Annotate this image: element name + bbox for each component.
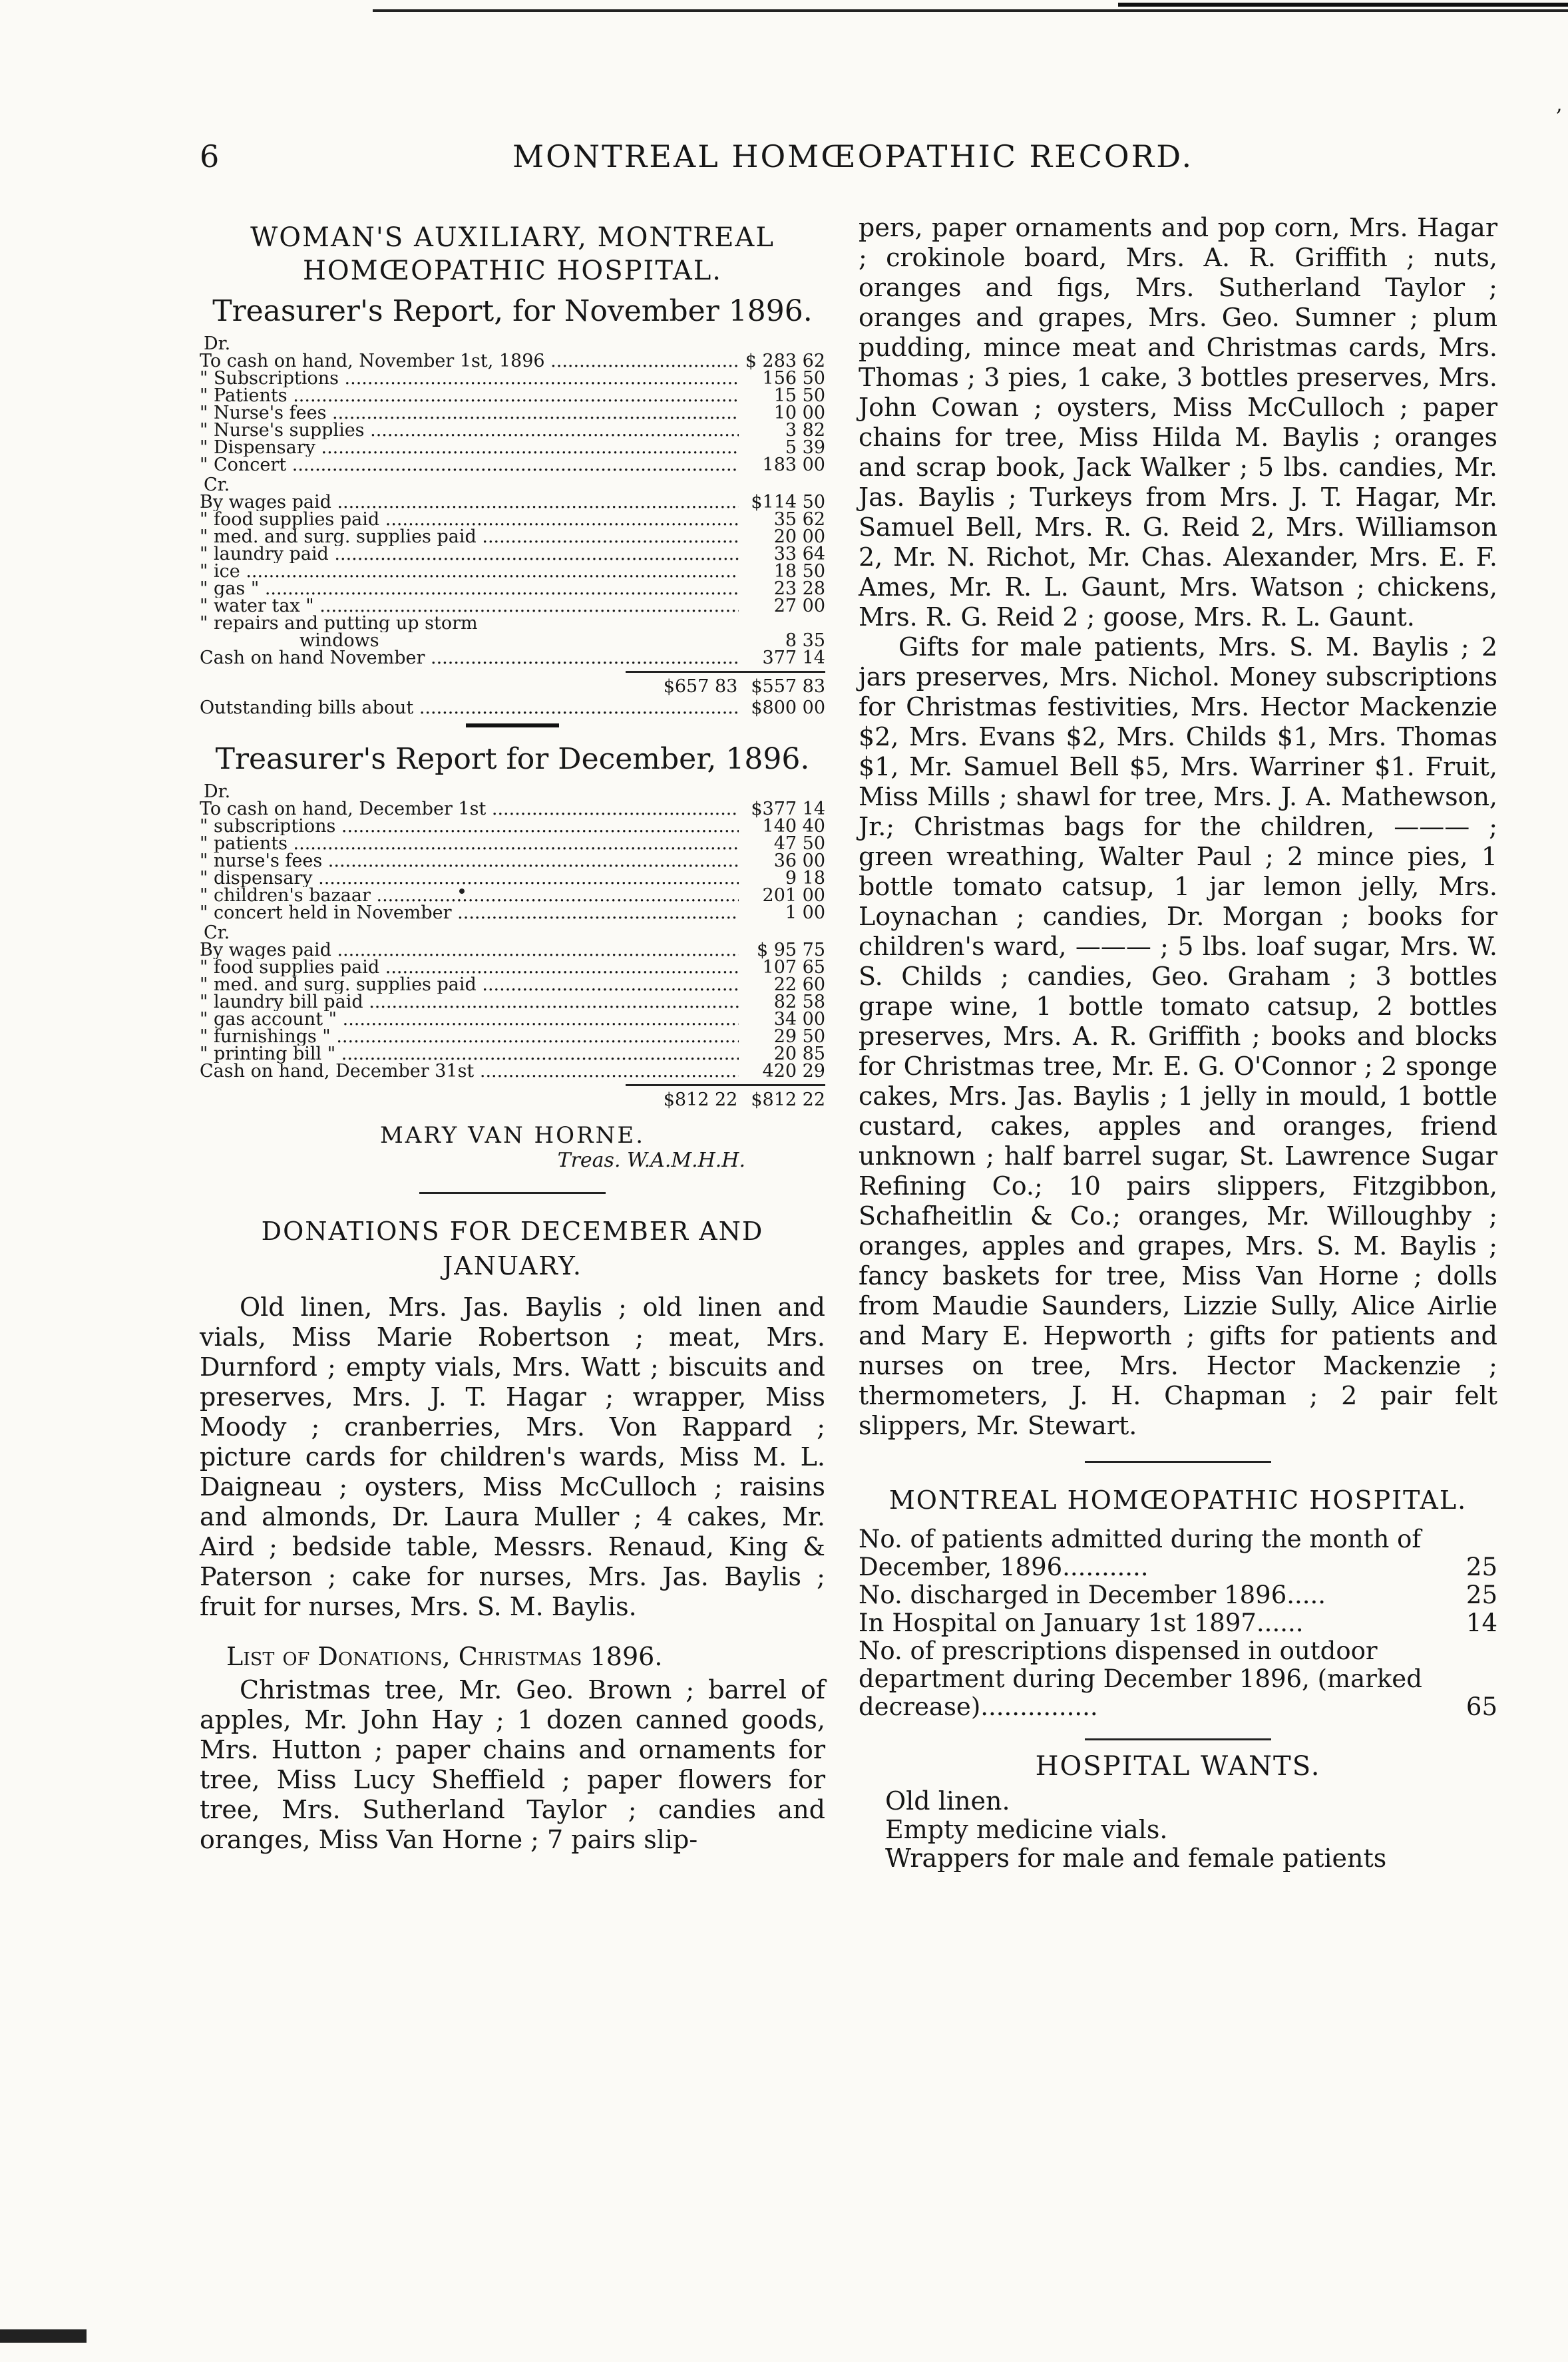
ledger-row-label: " laundry paid .....: [200, 546, 739, 563]
ledger-row-amount: 34 00: [773, 1009, 825, 1030]
ledger-row-amount: $377 14: [751, 799, 825, 819]
ledger-row: [200, 801, 825, 818]
donations-paragraph: Old linen, Mrs. Jas. Baylis ; old linen and vials, Miss Marie Robertson ; meat, Mrs. Durnford ; empty vials, Mrs. Watt ; biscuits and preserves, Mrs. J. T. Hagar ; wrapper, Miss Moody ; cranberries, Mrs. Von Rappard ; picture cards for children's wards, Miss M. L. Daigneau ; oysters, Miss McCulloch ; raisins and almonds, Dr. Laura Muller ; 4 cakes, Mr. Aird ; bedside table, Messrs. Renaud, King & Paterson ; cake for nurses, Mrs. Jas. Baylis ; fruit for nurses, Mrs. S. M. Baylis.: [200, 1292, 825, 1621]
ledger-row-amount: 3 82: [785, 420, 825, 441]
ledger-row-amount: $114 50: [751, 492, 825, 512]
stat-value: 65: [1466, 1692, 1497, 1721]
outstanding-amount: $800 00: [751, 697, 825, 718]
december-totals: [200, 1091, 825, 1109]
ledger-row: [200, 1046, 825, 1063]
stat-row: [859, 1637, 1497, 1721]
outstanding-label: Outstanding bills about .....: [200, 699, 739, 717]
ledger-row-label: " food supplies paid .....: [200, 511, 739, 528]
wants-heading: HOSPITAL WANTS.: [1035, 1751, 1321, 1782]
november-dr-label: Dr.: [204, 333, 231, 354]
ledger-row-amount: 15 50: [773, 385, 825, 406]
ledger-row-label: " concert held in November .....: [200, 904, 739, 922]
outstanding-row: [200, 699, 825, 717]
ledger-row-label: " Nurse's supplies .....: [200, 422, 739, 439]
bullet-dot: [459, 888, 465, 894]
wants-list: [885, 1787, 1497, 1873]
ledger-row: [200, 439, 825, 457]
december-total-right: $812 22: [751, 1089, 825, 1110]
ledger-row: [200, 835, 825, 853]
ledger-row-label: " Subscriptions .....: [200, 370, 739, 387]
ledger-row-label: " Nurse's fees .....: [200, 405, 739, 422]
ledger-row-amount: 420 29: [762, 1061, 825, 1082]
stat-text: No. discharged in December 1896.....: [859, 1581, 1326, 1609]
ledger-row-amount: 18 50: [773, 561, 825, 582]
ledger-row-amount: 9 18: [785, 868, 825, 888]
november-totals: [200, 678, 825, 695]
ledger-row: [200, 976, 825, 994]
section-divider: [419, 1192, 606, 1194]
christmas-donations-left: Christmas tree, Mr. Geo. Brown ; barrel of apples, Mr. John Hay ; 1 dozen canned goods, Mrs. Hutton ; paper chains and ornaments for tree, Miss Lucy Sheffield ; paper flowers for tree, Mrs. Sutherland Taylor ; candies and oranges, Miss Van Horne ; 7 pairs slip-: [200, 1675, 825, 1854]
wants-item: Old linen.: [885, 1786, 1010, 1816]
ledger-row: [200, 904, 825, 922]
ledger-row-amount: 8 35: [785, 630, 825, 651]
stat-text: In Hospital on January 1st 1897......: [859, 1609, 1304, 1637]
treasurer-title: Treas. W.A.M.H.H.: [557, 1149, 745, 1172]
ledger-row: [200, 494, 825, 511]
christmas-donations-right: pers, paper ornaments and pop corn, Mrs. Hagar ; crokinole board, Mrs. A. R. Griffith ; nuts, oranges and figs, Mrs. Sutherland Taylor ; oranges and grapes, Mrs. Geo. Sumner ; plum pudding, mince meat and Christmas cards, Mrs. Thomas ; 3 pies, 1 cake, 3 bottles preserves, Mrs. John Cowan ; oysters, Miss McCulloch ; paper chains for tree, Miss Hilda M. Baylis ; oranges and scrap book, Jack Walker ; 5 lbs. candies, Mr. Jas. Baylis ; Turkeys from Mrs. J. T. Hagar, Mr. Samuel Bell, Mrs. R. G. Reid 2, Mrs. Williamson 2, Mr. N. Richot, Mr. Chas. Alexander, Mrs. E. F. Ames, Mr. R. L. Gaunt, Mrs. Watson ; chickens, Mrs. R. G. Reid 2 ; goose, Mrs. R. L. Gaunt.: [859, 213, 1497, 632]
ledger-row-amount: 156 50: [762, 368, 825, 389]
ledger-row-amount: 10 00: [773, 403, 825, 423]
ledger-row-amount: 22 60: [773, 974, 825, 995]
binding-edge-mark: [0, 2329, 87, 2343]
top-edge-rule: [373, 9, 1568, 12]
ledger-row-label: To cash on hand, November 1st, 1896 .....: [200, 353, 739, 370]
donations-heading: DONATIONS FOR DECEMBER AND JANUARY.: [261, 1217, 764, 1280]
ledger-row-label: " subscriptions .....: [200, 818, 739, 835]
ledger-row: [200, 563, 825, 580]
stat-value: 14: [1466, 1609, 1497, 1637]
ledger-row: [200, 994, 825, 1011]
ledger-row-amount: 140 40: [762, 816, 825, 837]
ledger-row: [200, 405, 825, 422]
ledger-row-amount: $ 95 75: [756, 940, 825, 960]
section-divider: [1085, 1461, 1271, 1463]
ledger-row: [200, 870, 825, 887]
ledger-row-label: " Dispensary .....: [200, 439, 739, 457]
ledger-row-label: To cash on hand, December 1st .....: [200, 801, 739, 818]
ledger-row: [200, 457, 825, 474]
ledger-row: [200, 370, 825, 387]
ledger-row: [200, 353, 825, 370]
wants-item: Wrappers for male and female patients: [885, 1844, 1387, 1873]
ledger-row-label: Cash on hand, December 31st .....: [200, 1063, 739, 1080]
left-column: [200, 213, 825, 1855]
ledger-row-label: " printing bill " .....: [200, 1046, 739, 1063]
december-ledger: [200, 783, 825, 1109]
ledger-row: [200, 528, 825, 546]
stat-row: [859, 1525, 1497, 1581]
ledger-row-label: " Concert .....: [200, 457, 739, 474]
ledger-row: [200, 942, 825, 959]
wants-item: Empty medicine vials.: [885, 1815, 1168, 1844]
december-dr-rows: [200, 801, 825, 922]
treasurer-name: MARY VAN HORNE.: [379, 1122, 646, 1149]
stat-row: [859, 1609, 1497, 1637]
november-dr-rows: [200, 353, 825, 474]
november-total-right: $557 83: [751, 676, 825, 697]
ledger-row-label: " ice .....: [200, 563, 739, 580]
november-sum-rule: [626, 671, 825, 673]
december-sum-rule: [626, 1084, 825, 1086]
ledger-row-amount: 29 50: [773, 1026, 825, 1047]
ledger-row-label: " Patients .....: [200, 387, 739, 405]
ledger-row-label: " patients .....: [200, 835, 739, 853]
ledger-row: [200, 959, 825, 976]
ledger-row: [200, 598, 825, 615]
ledger-row-amount: 20 00: [773, 526, 825, 547]
ledger-row-amount: $ 283 62: [745, 351, 825, 371]
ledger-row-amount: 1 00: [785, 902, 825, 923]
ledger-row: [200, 887, 825, 904]
november-report-title: Treasurer's Report, for November 1896.: [212, 294, 813, 328]
ledger-row-label: " water tax " .....: [200, 598, 739, 615]
ledger-row-label: By wages paid .....: [200, 494, 739, 511]
november-cr-label: Cr.: [204, 475, 230, 495]
ledger-row: [200, 1011, 825, 1028]
ledger-row: [200, 650, 825, 667]
section-divider: [1085, 1738, 1271, 1740]
november-cr-rows: [200, 494, 825, 667]
ledger-row-label: " gas " .....: [200, 580, 739, 598]
ledger-row: [200, 1028, 825, 1046]
december-total-left: $812 22: [663, 1089, 738, 1110]
december-cr-rows: [200, 942, 825, 1080]
ledger-row-amount: 36 00: [773, 851, 825, 871]
ledger-row-amount: 47 50: [773, 833, 825, 854]
ledger-row-label: " nurse's fees .....: [200, 853, 739, 870]
december-cr-label: Cr.: [204, 922, 230, 943]
ledger-row-label: " children's bazaar .....: [200, 887, 739, 904]
stat-row: [859, 1581, 1497, 1609]
ledger-row-amount: 201 00: [762, 885, 825, 906]
november-ledger: [200, 335, 825, 717]
ledger-row-amount: 82 58: [773, 992, 825, 1012]
hospital-heading: MONTREAL HOMŒOPATHIC HOSPITAL.: [888, 1485, 1468, 1515]
ledger-row-amount: 33 64: [773, 544, 825, 564]
ledger-row-amount: 27 00: [773, 596, 825, 616]
running-title: MONTREAL HOMŒOPATHIC RECORD.: [512, 138, 1194, 174]
ledger-row-label: " med. and surg. supplies paid .....: [200, 528, 739, 546]
page-number: 6: [200, 138, 220, 174]
ledger-row-amount: 377 14: [762, 648, 825, 668]
ledger-row-amount: 23 28: [773, 578, 825, 599]
stat-text: No. of prescriptions dispensed in outdoor department during December 1896, (marked decrease)...............: [859, 1637, 1422, 1721]
ledger-row-label: " furnishings " .....: [200, 1028, 739, 1046]
christmas-list-heading: List of Donations, Christmas 1896.: [226, 1642, 663, 1671]
ledger-row: [200, 615, 825, 632]
ledger-row: [200, 580, 825, 598]
ledger-row-label: windows: [299, 632, 379, 650]
december-report-title: Treasurer's Report for December, 1896.: [215, 742, 810, 776]
ledger-row-label: By wages paid .....: [200, 942, 739, 959]
ledger-row: [200, 511, 825, 528]
ledger-row-amount: 107 65: [762, 957, 825, 978]
ledger-row: [200, 546, 825, 563]
november-total-left: $657 83: [663, 676, 738, 697]
ledger-row: [200, 853, 825, 870]
ledger-row-label: " med. and surg. supplies paid .....: [200, 976, 739, 994]
ledger-row-label: " gas account " .....: [200, 1011, 739, 1028]
male-patients-gifts: Gifts for male patients, Mrs. S. M. Baylis ; 2 jars preserves, Mrs. Nichol. Money subscriptions for Christmas festivities, Mrs. Hector Mackenzie $2, Mrs. Evans $2, Mrs. Childs $1, Mrs. Thomas $1, Mr. Samuel Bell $5, Mrs. Warriner $1. Fruit, Miss Mills ; shawl for tree, Mrs. J. A. Mathewson, Jr.; Christmas bags for the children, ——— ; green wreathing, Walter Paul ; 2 mince pies, 1 bottle tomato catsup, 1 jar lemon jelly, Mrs. Loynachan ; candies, Dr. Morgan ; books for children's ward, ——— ; 5 lbs. loaf sugar, Mrs. W. S. Childs ; candies, Geo. Graham ; 3 bottles grape wine, 1 bottle tomato catsup, 2 bottles preserves, Mrs. A. R. Griffith ; books and blocks for Christmas tree, Mr. E. G. O'Connor ; 2 sponge cakes, Mrs. Jas. Baylis ; 1 jelly in mould, 1 bottle custard, cakes, apples and oranges, friend unknown ; half barrel sugar, St. Lawrence Sugar Refining Co.; 10 pairs slippers, Fitzgibbon, Schafheitlin & Co.; oranges, Mr. Willoughby ; oranges, apples and grapes, Mrs. S. M. Baylis ; fancy baskets for tree, Miss Van Horne ; dolls from Maudie Saunders, Lizzie Sully, Alice Airlie and Mary E. Hepworth ; gifts for patients and nurses on tree, Mrs. Hector Mackenzie ; thermometers, J. H. Chapman ; 2 pair felt slippers, Mr. Stewart.: [859, 632, 1497, 1440]
ledger-row-label: " laundry bill paid .....: [200, 994, 739, 1011]
ledger-row: [200, 422, 825, 439]
margin-mark: ,: [1556, 93, 1563, 116]
section-divider: [466, 723, 559, 727]
stat-value: 25: [1466, 1581, 1497, 1609]
ledger-row-amount: 20 85: [773, 1044, 825, 1064]
ledger-row: [200, 1063, 825, 1080]
ledger-row-label: " food supplies paid .....: [200, 959, 739, 976]
december-dr-label: Dr.: [204, 781, 231, 802]
stat-value: 25: [1466, 1553, 1497, 1581]
ledger-row-amount: 35 62: [773, 509, 825, 530]
ledger-row-amount: 5 39: [785, 437, 825, 458]
ledger-row-label: " repairs and putting up storm: [200, 615, 478, 632]
ledger-row-amount: 183 00: [762, 455, 825, 475]
ledger-row-label: Cash on hand November .....: [200, 650, 739, 667]
auxiliary-heading: WOMAN'S AUXILIARY, MONTREAL HOMŒOPATHIC HOSPITAL.: [250, 222, 775, 286]
hospital-stats: [859, 1525, 1497, 1721]
page-header: [200, 138, 1504, 178]
right-column: [859, 213, 1497, 1873]
ledger-row: [200, 632, 825, 650]
ledger-row: [200, 387, 825, 405]
ledger-row-label: " dispensary .....: [200, 870, 739, 887]
stat-text: No. of patients admitted during the month of December, 1896...........: [859, 1525, 1422, 1581]
top-edge-rule-dark: [1118, 3, 1568, 7]
ledger-row: [200, 818, 825, 835]
